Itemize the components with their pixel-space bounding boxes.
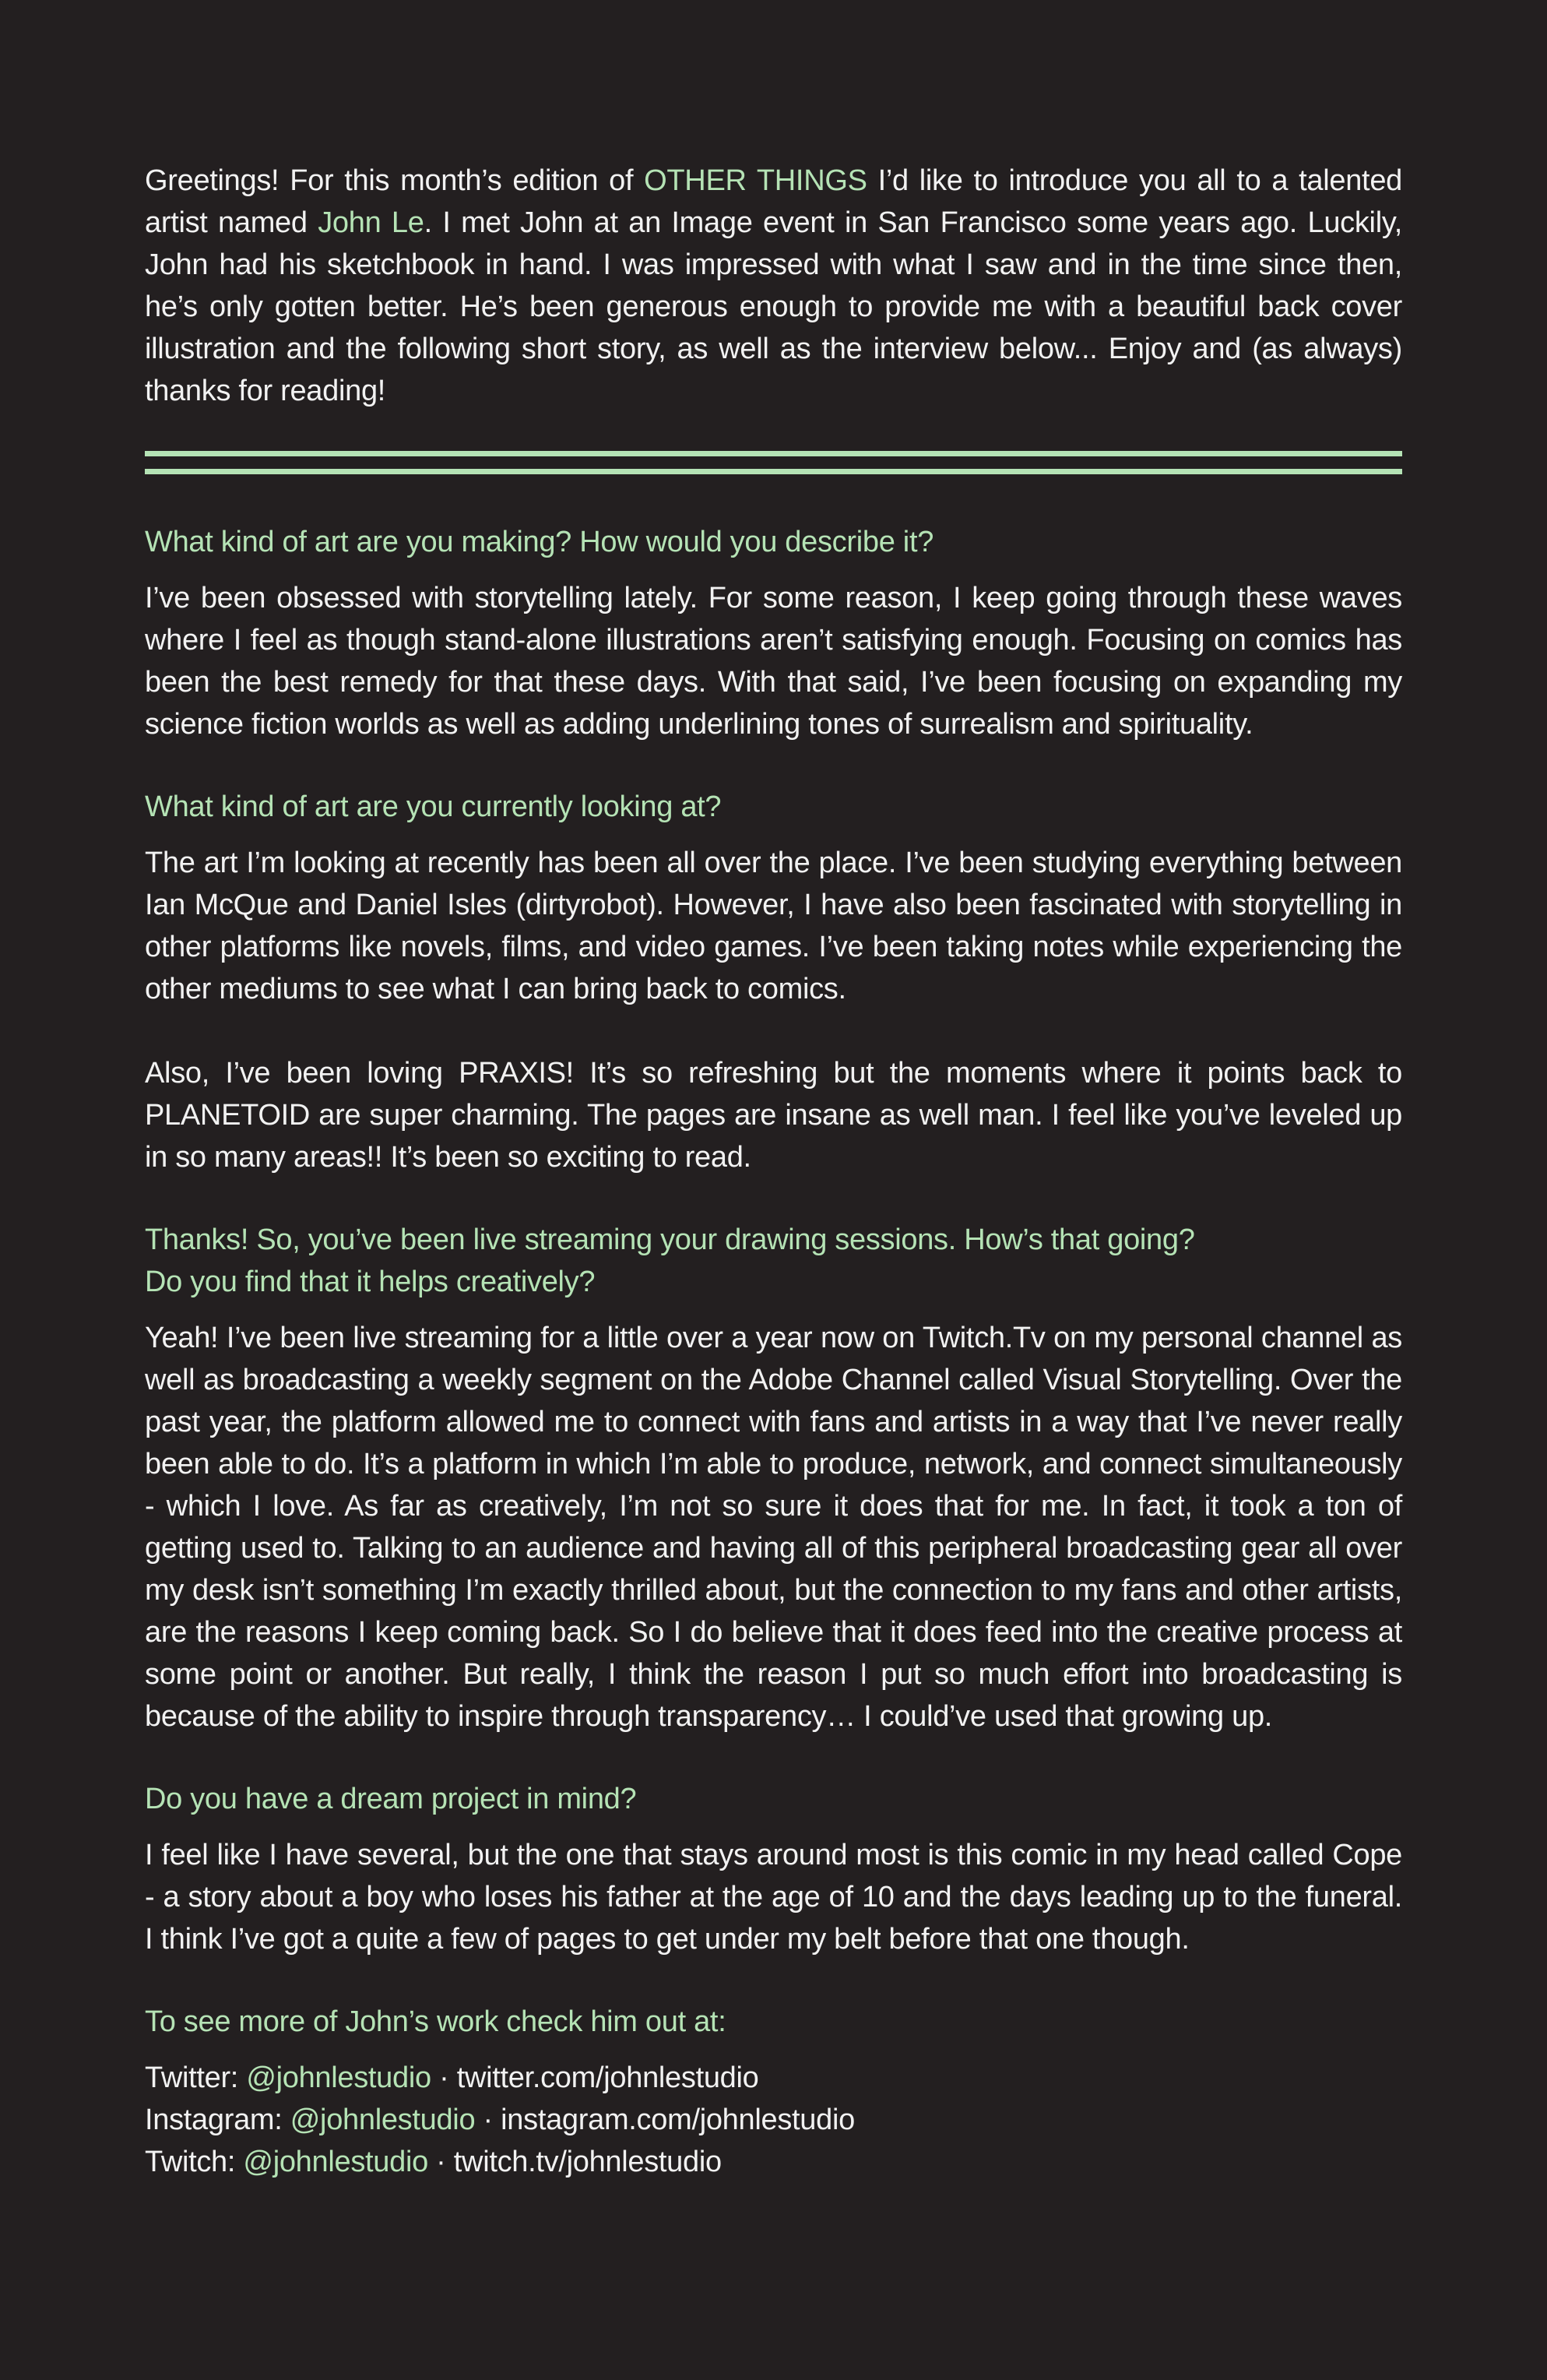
twitter-handle-link[interactable]: @johnlestudio	[246, 2061, 431, 2094]
intro-paragraph	[145, 160, 1402, 412]
twitch-label: Twitch:	[145, 2146, 244, 2178]
double-divider	[145, 451, 1402, 474]
question-1: What kind of art are you making? How would you describe it?	[145, 526, 934, 558]
interview-section-3	[145, 1219, 1402, 1737]
twitch-handle-link[interactable]: @johnlestudio	[243, 2146, 428, 2178]
answer-1: I’ve been obsessed with storytelling lately. For some reason, I keep going through these waves where I feel as though stand-alone illustrations aren’t satisfying enough. Focusing on comics has been the best remedy for that these days. With that said, I’ve been focusing on expanding my science fiction worlds as well as adding underlining tones of surrealism and spirituality.	[145, 582, 1402, 741]
social-heading: To see more of John’s work check him out at:	[145, 2005, 726, 2038]
interview-section-1	[145, 521, 1402, 745]
instagram-label: Instagram:	[145, 2104, 290, 2136]
twitter-separator: ·	[431, 2061, 457, 2094]
magazine-title-highlight: OTHER THINGS	[644, 164, 867, 197]
question-3-line-2: Do you find that it helps creatively?	[145, 1266, 596, 1298]
twitter-url-link[interactable]: twitter.com/johnlestudio	[456, 2061, 759, 2094]
twitch-url-link[interactable]: twitch.tv/johnlestudio	[453, 2146, 722, 2178]
artist-name-highlight: John Le	[318, 206, 424, 239]
social-instagram	[145, 2099, 1402, 2141]
divider-line-top	[145, 451, 1402, 456]
intro-text-3: . I met John at an Image event in San Francisco some years ago. Luckily, John had his sketchbook in hand. I was impressed with what I saw and in the time since then, he’s only gotten better. He’s been generous enough to provide me with a beautiful back cover illustration and the following short story, as well as the interview below... Enjoy and (as always) thanks for reading!	[145, 206, 1402, 407]
twitch-separator: ·	[427, 2146, 454, 2178]
interview-section-4	[145, 1778, 1402, 1960]
interview-section-2	[145, 786, 1402, 1178]
social-twitter	[145, 2057, 1402, 2099]
question-3	[145, 1219, 1402, 1303]
intro-text-2: I’d like to introduce you all to a talented artist named	[145, 164, 1402, 239]
social-section	[145, 2001, 1402, 2183]
answer-2a: The art I’m looking at recently has been all over the place. I’ve been studying everything between Ian McQue and Daniel Isles (dirtyrobot). However, I have also been fascinated with storytelling in other platforms like novels, films, and video games. I’ve been taking notes while experiencing the other mediums to see what I can bring back to comics.	[145, 847, 1402, 1005]
question-3-line-1: Thanks! So, you’ve been live streaming your drawing sessions. How’s that going?	[145, 1223, 1195, 1256]
answer-2b: Also, I’ve been loving PRAXIS! It’s so refreshing but the moments where it points back to PLANETOID are super charming. The pages are insane as well man. I feel like you’ve leveled up in so many areas!! It’s been so exciting to read.	[145, 1057, 1402, 1174]
question-2: What kind of art are you currently looking at?	[145, 790, 722, 823]
divider-line-bottom	[145, 469, 1402, 474]
instagram-handle-link[interactable]: @johnlestudio	[290, 2104, 476, 2136]
question-4: Do you have a dream project in mind?	[145, 1783, 637, 1815]
twitter-label: Twitter:	[145, 2061, 247, 2094]
instagram-url-link[interactable]: instagram.com/johnlestudio	[501, 2104, 855, 2136]
instagram-separator: ·	[475, 2104, 501, 2136]
answer-4: I feel like I have several, but the one that stays around most is this comic in my head called Cope - a story about a boy who loses his father at the age of 10 and the days leading up to the funeral. I think I’ve got a quite a few of pages to get under my belt before that one though.	[145, 1839, 1402, 1956]
social-twitch	[145, 2141, 1402, 2183]
answer-3: Yeah! I’ve been live streaming for a little over a year now on Twitch.Tv on my personal channel as well as broadcasting a weekly segment on the Adobe Channel called Visual Storytelling. Over the past year, the platform allowed me to connect with fans and artists in a way that I’ve never really been able to do. It’s a platform in which I’m able to produce, network, and connect simultaneously - which I love. As far as creatively, I’m not so sure it does that for me. In fact, it took a ton of getting used to. Talking to an audience and having all of this peripheral broadcasting gear all over my desk isn’t something I’m exactly thrilled about, but the connection to my fans and other artists, are the reasons I keep coming back. So I do believe that it does feed into the creative process at some point or another. But really, I think the reason I put so much effort into broadcasting is because of the ability to inspire through transparency… I could’ve used that growing up.	[145, 1322, 1402, 1733]
intro-text-1: Greetings! For this month’s edition of	[145, 164, 645, 197]
